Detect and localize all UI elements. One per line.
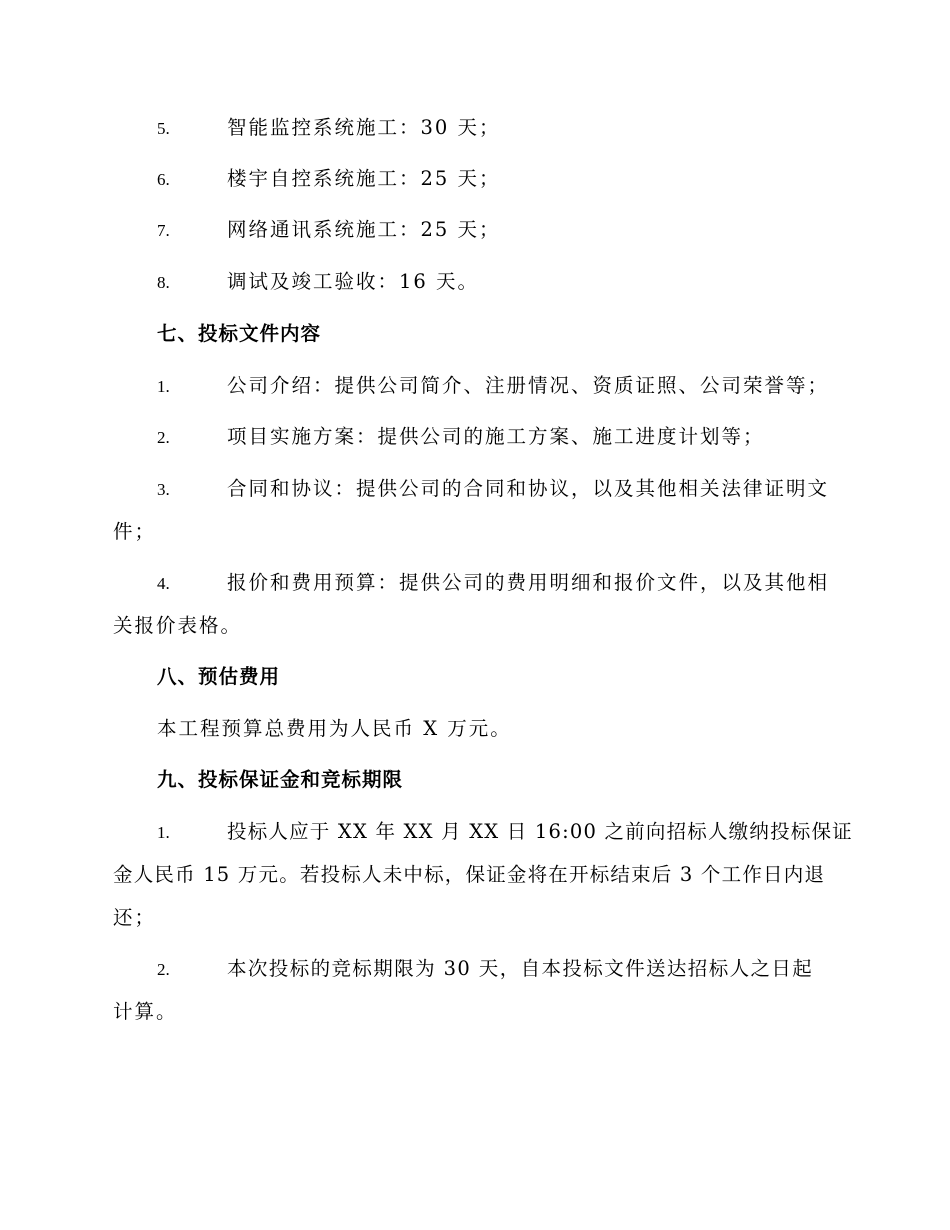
list-number: 7. bbox=[157, 221, 170, 240]
section-heading: 七、投标文件内容 bbox=[157, 322, 322, 345]
section-heading: 九、投标保证金和竞标期限 bbox=[157, 768, 404, 791]
list-number: 8. bbox=[157, 273, 170, 292]
list-number: 5. bbox=[157, 119, 170, 138]
list-item-text: 公司介绍：提供公司简介、注册情况、资质证照、公司荣誉等； bbox=[227, 374, 830, 397]
list-item-text: 报价和费用预算：提供公司的费用明细和报价文件，以及其他相 bbox=[227, 571, 830, 594]
list-item-text: 投标人应于 XX 年 XX 月 XX 日 16:00 之前向招标人缴纳投标保证 bbox=[227, 820, 853, 843]
list-item-text: 调试及竣工验收：16 天。 bbox=[227, 270, 480, 293]
list-item-continuation: 还； bbox=[113, 906, 157, 929]
list-number: 3. bbox=[157, 480, 170, 499]
list-number: 4. bbox=[157, 574, 170, 593]
section-heading: 八、预估费用 bbox=[157, 665, 281, 688]
list-item-text: 智能监控系统施工：30 天； bbox=[227, 116, 501, 139]
list-item-text: 楼宇自控系统施工：25 天； bbox=[227, 167, 501, 190]
list-item-continuation: 关报价表格。 bbox=[113, 614, 243, 637]
list-item-text: 本次投标的竞标期限为 30 天，自本投标文件送达招标人之日起 bbox=[227, 957, 814, 980]
list-number: 2. bbox=[157, 428, 170, 447]
list-number: 6. bbox=[157, 170, 170, 189]
list-number: 1. bbox=[157, 377, 170, 396]
paragraph: 本工程预算总费用为人民币 X 万元。 bbox=[157, 717, 512, 740]
list-item-text: 合同和协议：提供公司的合同和协议，以及其他相关法律证明文 bbox=[227, 477, 830, 500]
list-item-continuation: 件； bbox=[113, 520, 157, 543]
list-item-text: 项目实施方案：提供公司的施工方案、施工进度计划等； bbox=[227, 425, 765, 448]
list-number: 2. bbox=[157, 960, 170, 979]
list-item-text: 网络通讯系统施工：25 天； bbox=[227, 218, 501, 241]
list-item-continuation: 计算。 bbox=[113, 1000, 178, 1023]
list-item-continuation: 金人民币 15 万元。若投标人未中标，保证金将在开标结束后 3 个工作日内退 bbox=[113, 863, 826, 886]
list-number: 1. bbox=[157, 823, 170, 842]
